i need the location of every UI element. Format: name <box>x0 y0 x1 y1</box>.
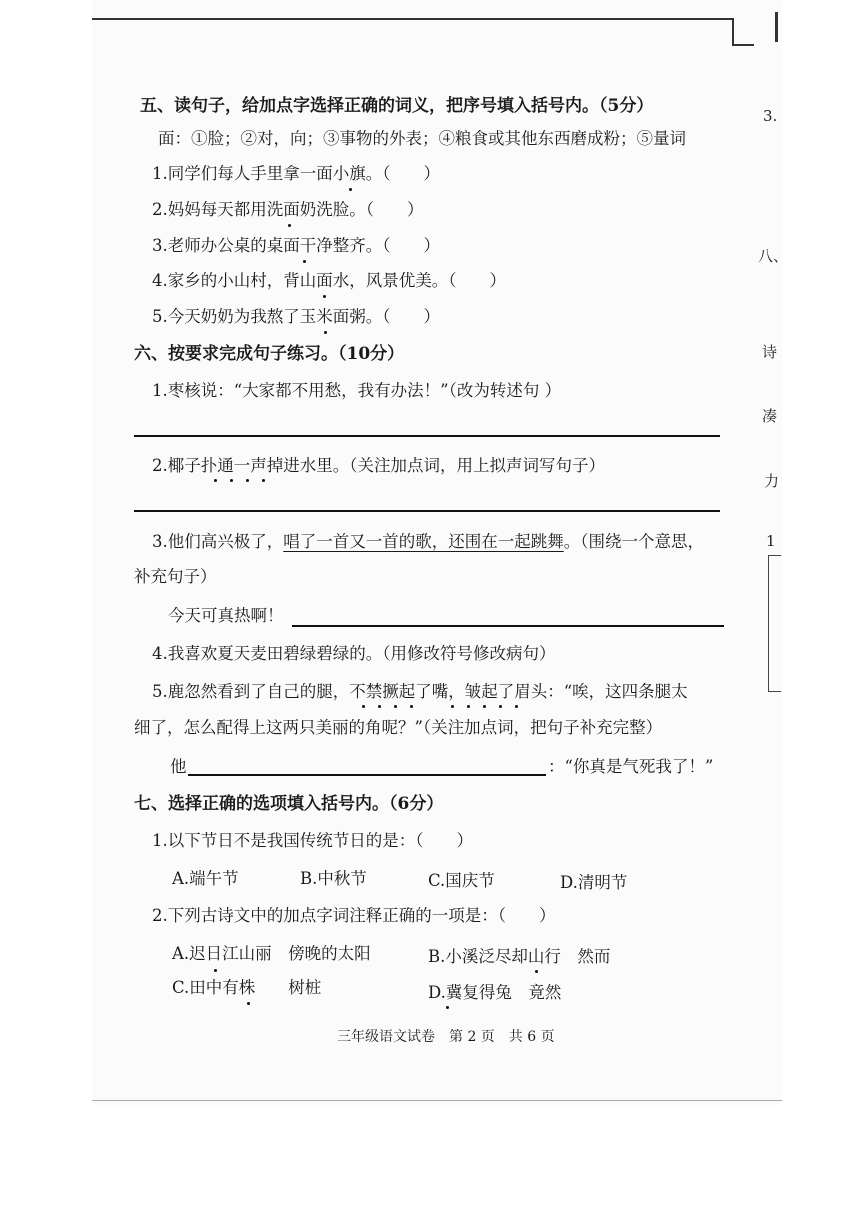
q6-title: 六、按要求完成句子练习。（10分） <box>134 344 405 364</box>
emphasis-dot <box>446 1006 449 1009</box>
q6-item-5-line2: 细了，怎么配得上这两只美丽的角呢？”（关注加点词，把句子补充完整） <box>134 718 663 737</box>
q6-item-3-prompt: 今天可真热啊！ <box>168 606 284 625</box>
side-label: 3. <box>763 107 778 125</box>
q7-item-1-option-b: B.中秋节 <box>300 869 367 888</box>
q7-item-1-option-c: C.国庆节 <box>428 871 495 890</box>
q7-item-2: 2.下列古诗文中的加点字词注释正确的一项是：（ ） <box>152 906 556 925</box>
emphasis-dot <box>362 705 365 708</box>
q6-item-3-underlined: 唱了一首又一首的歌，还围在一起跳舞 <box>283 532 564 551</box>
side-label: 1 <box>766 532 776 550</box>
q6-item-2: 2.椰子扑通一声掉进水里。（关注加点词，用上拟声词写句子） <box>152 456 605 475</box>
emphasis-dot <box>324 331 327 334</box>
emphasis-dot <box>378 705 381 708</box>
q5-item-1: 1.同学们每人手里拿一面小旗。（ ） <box>152 164 440 183</box>
q6-item-1: 1.枣核说：“大家都不用愁，我有办法！”（改为转述句 ） <box>152 381 562 400</box>
top-rule <box>92 18 732 20</box>
q6-item-3-line2: 补充句子） <box>134 567 217 586</box>
corner-mark <box>732 18 754 46</box>
q5-item-4: 4.家乡的小山村，背山面水，风景优美。（ ） <box>152 271 506 290</box>
side-frame <box>768 555 781 692</box>
q5-item-5: 5.今天奶奶为我熬了玉米面粥。（ ） <box>152 307 440 326</box>
q6-item-5-line1: 5.鹿忽然看到了自己的腿，不禁撅起了嘴，皱起了眉头：“唉，这四条腿太 <box>152 682 688 701</box>
answer-line-4[interactable] <box>188 774 546 776</box>
emphasis-dot <box>303 260 306 263</box>
emphasis-dot <box>246 479 249 482</box>
q5-item-2: 2.妈妈每天都用洗面奶洗脸。（ ） <box>152 200 424 219</box>
q6-item-3-lead: 3.他们高兴极了， <box>152 532 284 551</box>
q6-item-5-prefix: 他 <box>170 757 187 776</box>
side-label: 八、 <box>758 247 789 265</box>
q7-item-2-option-a: A.迟日江山丽 傍晚的太阳 <box>172 944 371 963</box>
emphasis-dot <box>262 479 265 482</box>
q5-title: 五、读句子，给加点字选择正确的词义，把序号填入括号内。（5分） <box>140 96 654 116</box>
emphasis-dot <box>394 705 397 708</box>
q6-item-3 <box>152 531 704 553</box>
q5-meanings: 面：①脸；②对，向；③事物的外表；④粮食或其他东西磨成粉；⑤量词 <box>158 129 686 148</box>
corner-mark-2 <box>775 12 778 42</box>
emphasis-dot <box>230 479 233 482</box>
q7-item-1-option-d: D.清明节 <box>560 873 628 892</box>
page-footer: 三年级语文试卷 第 2 页 共 6 页 <box>337 1029 555 1045</box>
q6-item-3-instruction: 。（围绕一个意思， <box>563 532 704 551</box>
emphasis-dot <box>214 969 217 972</box>
emphasis-dot <box>451 705 454 708</box>
side-label: 力 <box>764 472 780 490</box>
q6-item-5-suffix: ：“你真是气死我了！” <box>548 757 714 776</box>
emphasis-dot <box>247 1002 250 1005</box>
side-label: 凑 <box>762 407 778 425</box>
q6-item-4: 4.我喜欢夏天麦田碧绿碧绿的。（用修改符号修改病句） <box>152 644 556 663</box>
emphasis-dot <box>410 705 413 708</box>
answer-line-3[interactable] <box>292 625 724 627</box>
emphasis-dot <box>535 970 538 973</box>
emphasis-dot <box>499 705 502 708</box>
emphasis-dot <box>467 705 470 708</box>
emphasis-dot <box>483 705 486 708</box>
answer-line-2[interactable] <box>134 510 720 512</box>
q7-item-2-option-b: B.小溪泛尽却山行 然而 <box>428 947 611 966</box>
q7-item-2-option-c: C.田中有株 树桩 <box>172 978 322 997</box>
emphasis-dot <box>349 188 352 191</box>
bottom-rule <box>92 1100 782 1101</box>
q7-item-1-option-a: A.端午节 <box>172 869 239 888</box>
q7-item-1: 1.以下节日不是我国传统节日的是：（ ） <box>152 831 473 850</box>
q5-item-3: 3.老师办公桌的桌面干净整齐。（ ） <box>152 236 440 255</box>
q7-item-2-option-d: D.冀复得兔 竟然 <box>428 983 562 1002</box>
side-label: 诗 <box>762 343 778 361</box>
emphasis-dot <box>515 705 518 708</box>
emphasis-dot <box>323 295 326 298</box>
emphasis-dot <box>214 479 217 482</box>
emphasis-dot <box>288 224 291 227</box>
q7-title: 七、选择正确的选项填入括号内。（6分） <box>134 794 444 814</box>
answer-line-1[interactable] <box>134 435 720 437</box>
